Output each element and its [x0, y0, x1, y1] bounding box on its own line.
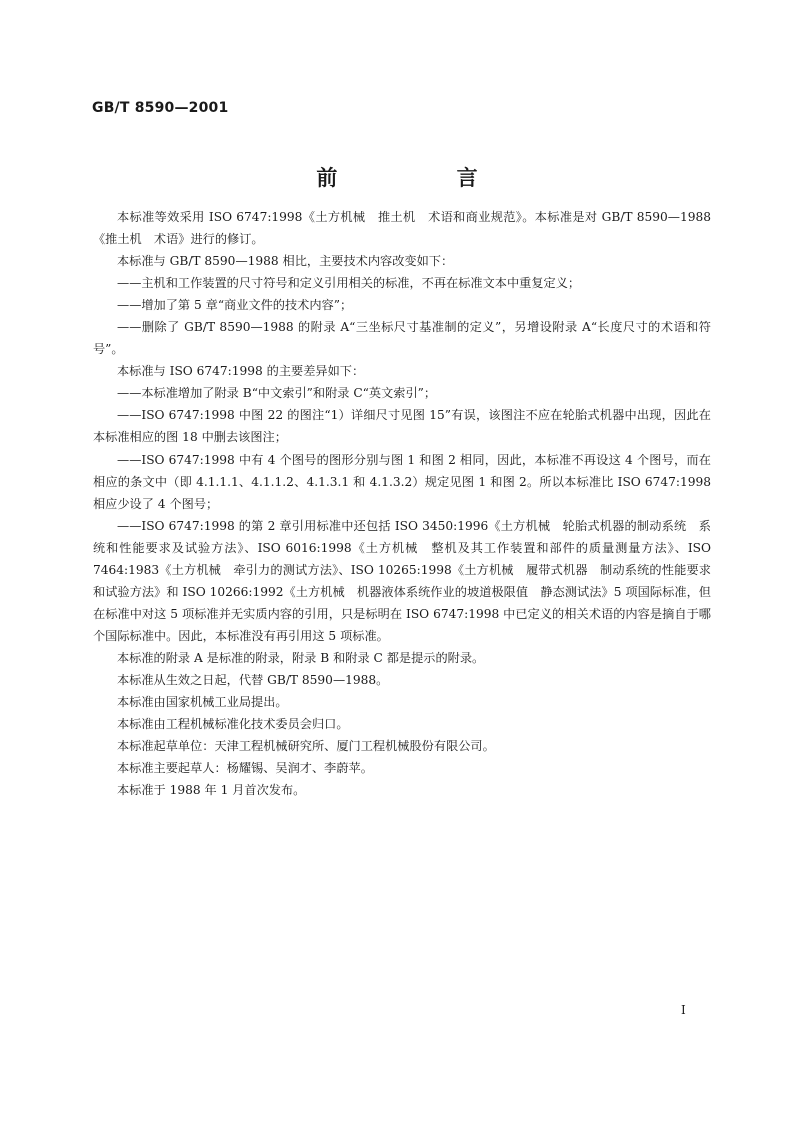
paragraph: 本标准的附录 A 是标准的附录，附录 B 和附录 C 都是提示的附录。 — [117, 650, 485, 665]
paragraph: ——本标准增加了附录 B“中文索引”和附录 C“英文索引”； — [117, 386, 437, 401]
page-number: I — [681, 1003, 686, 1017]
paragraph: 本标准主要起草人：杨耀锡、吴润才、李蔚苹。 — [117, 761, 373, 776]
paragraph: ——ISO 6747:1998 的第 2 章引用标准中还包括 ISO 3450:1996《土方机械 轮胎式机器的制动系统 系统和性能要求及试验方法》、ISO 6016:1998《土方机械 整机及其工作装置和部件的质量测量方法》、ISO 7464:1983《土方机械 牵引力的测试方法》、ISO 10265:1998《土方机械 履带式机器 制动系统的性能要求和试验方法》和 ISO 10266:1992《土方机械 机器液体系统作业的坡道极限值 静态测试法》5 项国际标准，但在标准中对这 5 项标准并无实质内容的引用，只是标明在 ISO 6747:1998 中已定义的相关术语的内容是摘自于哪个国际标准中。因此，本标准没有再引用这 5 项标准。 — [93, 518, 711, 643]
paragraph: ——ISO 6747:1998 中有 4 个图号的图形分别与图 1 和图 2 相同，因此，本标准不再设这 4 个图号，而在相应的条文中（即 4.1.1.1、4.1.1.2、4.1.3.1 和 4.1.3.2）规定见图 1 和图 2。所以本标准比 ISO 6747:1998 相应少设了 4 个图号； — [93, 452, 711, 511]
paragraph: 本标准与 GB/T 8590—1988 相比，主要技术内容改变如下： — [117, 254, 454, 269]
paragraph: 本标准与 ISO 6747:1998 的主要差异如下： — [117, 364, 365, 379]
paragraph: ——增加了第 5 章“商业文件的技术内容”； — [117, 298, 353, 313]
paragraph: 本标准由工程机械标准化技术委员会归口。 — [117, 717, 349, 732]
paragraph: 本标准从生效之日起，代替 GB/T 8590—1988。 — [117, 672, 389, 687]
foreword-body — [93, 206, 711, 801]
paragraph: 本标准于 1988 年 1 月首次发布。 — [117, 783, 306, 798]
paragraph: ——删除了 GB/T 8590—1988 的附录 A“三坐标尺寸基准制的定义”，另增设附录 A“长度尺寸的术语和符号”。 — [93, 320, 711, 357]
paragraph: 本标准由国家机械工业局提出。 — [117, 695, 288, 710]
paragraph: ——主机和工作装置的尺寸符号和定义引用相关的标准，不再在标准文本中重复定义； — [117, 276, 581, 291]
page-title: 前 言 — [316, 166, 534, 190]
standard-code: GB/T 8590—2001 — [92, 100, 229, 116]
paragraph: 本标准起草单位：天津工程机械研究所、厦门工程机械股份有限公司。 — [117, 739, 495, 754]
paragraph: ——ISO 6747:1998 中图 22 的图注“1）详细尺寸见图 15”有误，该图注不应在轮胎式机器中出现，因此在本标准相应的图 18 中删去该图注； — [93, 408, 711, 445]
paragraph: 本标准等效采用 ISO 6747:1998《土方机械 推土机 术语和商业规范》。本标准是对 GB/T 8590—1988《推土机 术语》进行的修订。 — [93, 210, 711, 247]
